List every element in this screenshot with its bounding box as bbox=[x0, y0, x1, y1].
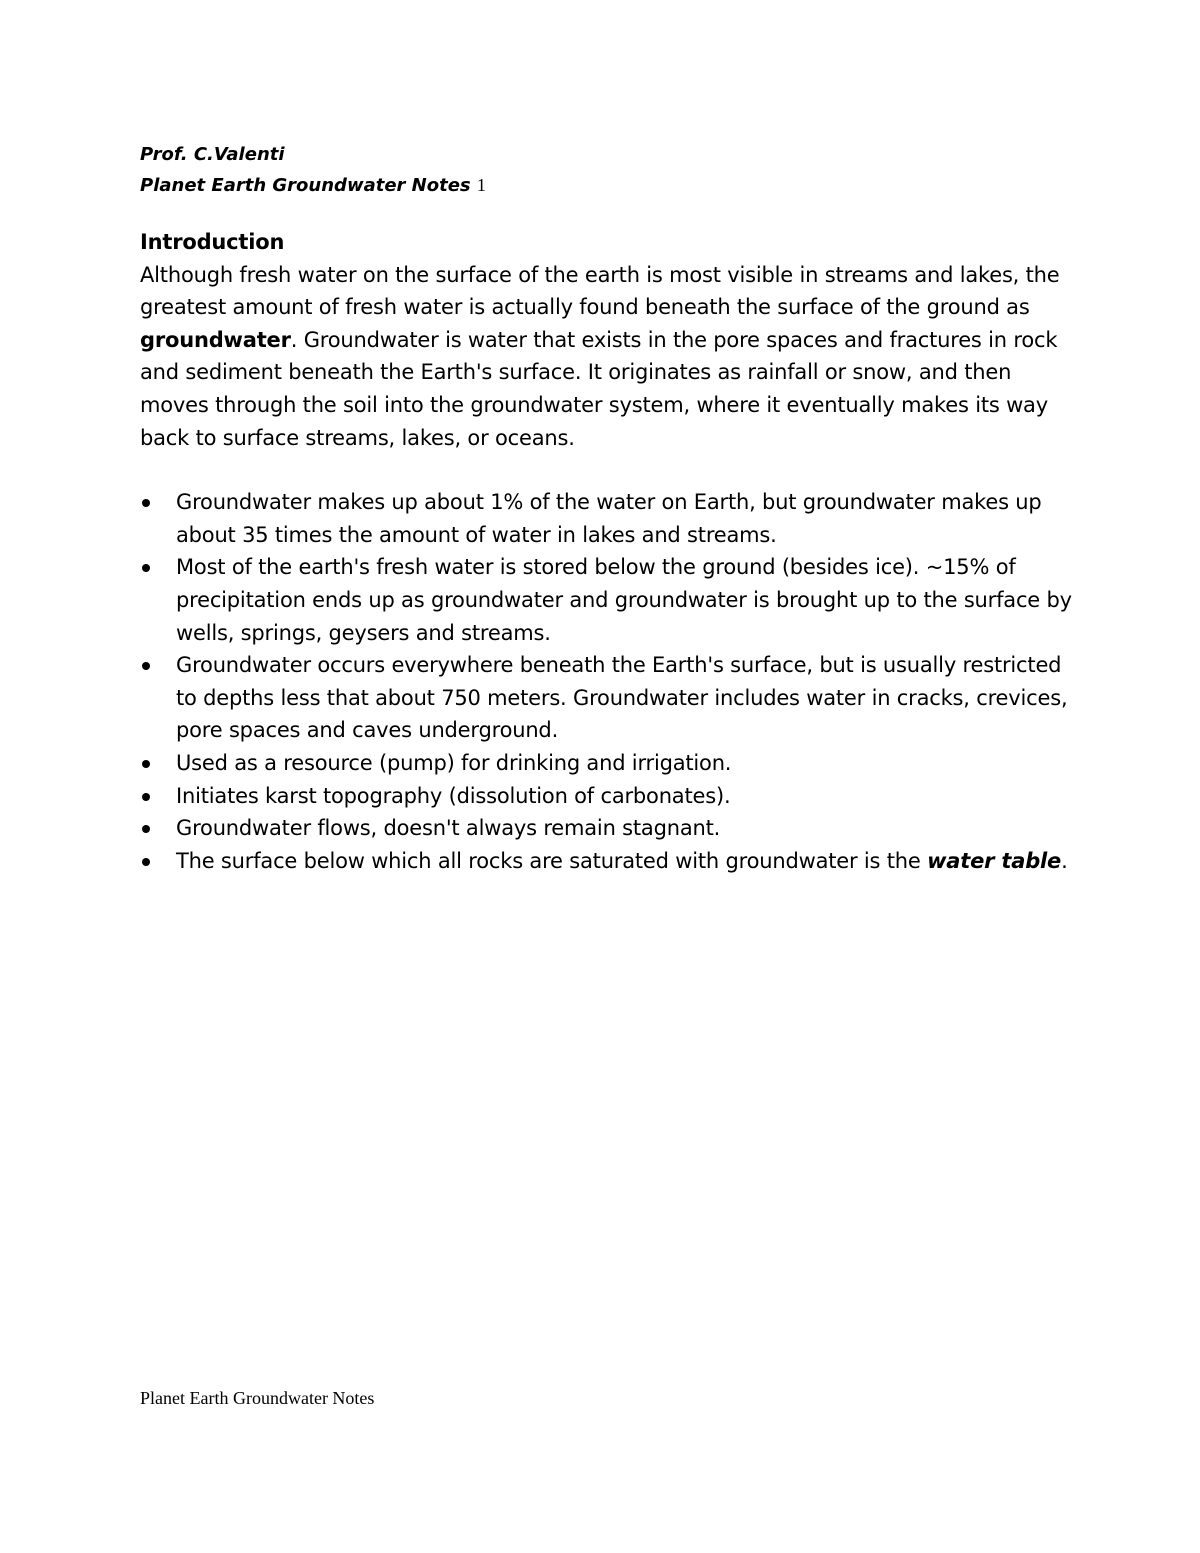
bullet-dot-icon bbox=[142, 760, 150, 768]
bullet-item bbox=[140, 780, 1080, 813]
intro-text-1: Although fresh water on the surface of the earth is most visible in streams and lakes, the greatest amount of fresh water is actually found beneath the surface of the ground as bbox=[140, 262, 1060, 320]
page-header bbox=[140, 140, 486, 201]
bullet-text: Initiates karst topography (dissolution of carbonates). bbox=[176, 783, 731, 808]
doc-title-line bbox=[140, 170, 486, 201]
bullet-end: . bbox=[1061, 848, 1068, 873]
bullet-text: Most of the earth's fresh water is stored below the ground (besides ice). ~15% of precipitation ends up as groundwater and groundwater is brought up to the surface by wells, springs, geysers and streams. bbox=[176, 555, 1072, 645]
bullet-text: The surface below which all rocks are saturated with groundwater is the bbox=[176, 848, 928, 873]
bullet-item bbox=[140, 747, 1080, 780]
doc-title: Planet Earth Groundwater Notes bbox=[140, 175, 471, 196]
bullet-item bbox=[140, 649, 1080, 747]
page-footer: Planet Earth Groundwater Notes bbox=[140, 1388, 375, 1408]
bullet-dot-icon bbox=[142, 793, 150, 801]
bullet-item bbox=[140, 812, 1080, 845]
page-number: 1 bbox=[476, 175, 486, 195]
intro-text-2: . Groundwater is water that exists in the pore spaces and fractures in rock and sediment beneath the Earth's surface. It originates as rainfall or snow, and then moves through the soil into the groundwater system, where it eventually makes its way back to surface streams, lakes, or oceans. bbox=[140, 327, 1058, 450]
bullet-dot-icon bbox=[142, 825, 150, 833]
bullet-text: Groundwater makes up about 1% of the water on Earth, but groundwater makes up about 35 times the amount of water in lakes and streams. bbox=[176, 490, 1042, 547]
bullet-item bbox=[140, 486, 1080, 551]
bullet-text: Groundwater flows, doesn't always remain stagnant. bbox=[176, 816, 721, 841]
bullet-item bbox=[140, 551, 1080, 649]
bullet-text: Used as a resource (pump) for drinking and irrigation. bbox=[176, 750, 732, 775]
bullet-text: Groundwater occurs everywhere beneath the Earth's surface, but is usually restricted to depths less that about 750 meters. Groundwater includes water in cracks, crevices, pore spaces and caves underground. bbox=[176, 653, 1068, 743]
bullet-item bbox=[140, 845, 1080, 878]
author-line: Prof. C.Valenti bbox=[140, 144, 285, 165]
water-table-term: water table bbox=[927, 848, 1062, 873]
intro-paragraph bbox=[140, 259, 1080, 455]
bullet-dot-icon bbox=[142, 858, 150, 866]
section-title: Introduction bbox=[140, 230, 285, 254]
intro-term: groundwater bbox=[140, 327, 291, 352]
bullet-list bbox=[140, 486, 1080, 877]
bullet-dot-icon bbox=[142, 499, 150, 507]
bullet-dot-icon bbox=[142, 662, 150, 670]
main-content bbox=[140, 226, 1080, 877]
bullet-dot-icon bbox=[142, 564, 150, 572]
